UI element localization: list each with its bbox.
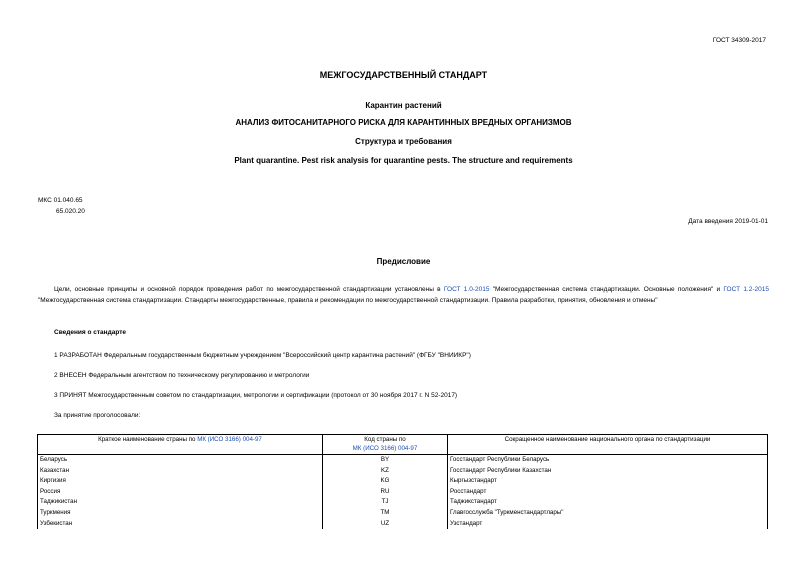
- cell-body: Росстандарт: [448, 487, 768, 498]
- gost-1-2-link[interactable]: ГОСТ 1.2-2015: [723, 286, 769, 293]
- col-code-header-link[interactable]: МК (ИСО 3166) 004-97: [352, 445, 418, 452]
- table-header-row: [38, 435, 768, 455]
- cell-body: Госстандарт Республики Казахстан: [448, 466, 768, 477]
- cell-code: BY: [323, 455, 448, 466]
- cell-code: UZ: [323, 519, 448, 530]
- table-row: [38, 466, 768, 477]
- cell-body: Главгосслужба "Туркменстандартлары": [448, 508, 768, 519]
- gost-1-0-link[interactable]: ГОСТ 1.0-2015: [443, 286, 490, 293]
- mks-code-1: МКС 01.040.65: [38, 197, 83, 204]
- voted-label: За принятие проголосовали:: [54, 412, 141, 419]
- table-row: [38, 455, 768, 466]
- cell-country: Киргизия: [38, 476, 323, 487]
- table-row: [38, 508, 768, 519]
- document-number: ГОСТ 34309-2017: [712, 37, 766, 44]
- subject-title: Карантин растений: [365, 101, 442, 110]
- col-country-header-text: Краткое наименование страны по: [98, 436, 196, 443]
- cell-country: Туркмения: [38, 508, 323, 519]
- main-title: АНАЛИЗ ФИТОСАНИТАРНОГО РИСКА ДЛЯ КАРАНТИННЫХ ВРЕДНЫХ ОРГАНИЗМОВ: [235, 118, 572, 127]
- foreword-heading: Предисловие: [376, 257, 431, 266]
- info-item-2: 2 ВНЕСЕН Федеральным агентством по техническому регулированию и метрологии: [54, 372, 310, 379]
- subtitle: Структура и требования: [355, 137, 452, 146]
- cell-country: Беларусь: [38, 455, 323, 466]
- foreword-text-3: "Межгосударственная система стандартизации. Стандарты межгосударственные, правила и рекомендации по межгосударственной стандартизации. Правила разработки, принятия, обновления и отмены": [38, 296, 658, 304]
- info-heading: Сведения о стандарте: [54, 329, 127, 336]
- foreword-paragraph: [38, 285, 769, 306]
- foreword-text-1: Цели, основные принципы и основной порядок проведения работ по межгосударственной стандартизации установлены в: [54, 286, 441, 293]
- table-row: [38, 497, 768, 508]
- table-row: [38, 476, 768, 487]
- cell-country: Россия: [38, 487, 323, 498]
- cell-code: TJ: [323, 497, 448, 508]
- cell-code: KG: [323, 476, 448, 487]
- approvals-table: [37, 434, 768, 529]
- introduction-date: Дата введения 2019-01-01: [688, 218, 768, 225]
- cell-country: Казахстан: [38, 466, 323, 477]
- foreword-text-2: "Межгосударственная система стандартизации. Основные положения" и: [492, 286, 721, 293]
- info-item-1: 1 РАЗРАБОТАН Федеральным государственным бюджетным учреждением "Всероссийский центр карантина растений" (ФГБУ "ВНИИКР"): [54, 352, 471, 359]
- col-country-header: [38, 435, 323, 455]
- cell-body: Таджикстандарт: [448, 497, 768, 508]
- cell-code: TM: [323, 508, 448, 519]
- col-body-header: Сокращенное наименование национального органа по стандартизации: [448, 435, 768, 455]
- info-item-3: 3 ПРИНЯТ Межгосударственным советом по стандартизации, метрологии и сертификации (протокол от 30 ноября 2017 г. N 52-2017): [54, 392, 458, 399]
- english-title: Plant quarantine. Pest risk analysis for quarantine pests. The structure and requirements: [234, 156, 573, 165]
- col-country-header-link[interactable]: МК (ИСО 3166) 004-97: [197, 436, 262, 443]
- mks-code-2: 65.020.20: [56, 208, 85, 215]
- cell-country: Узбекистан: [38, 519, 323, 530]
- cell-country: Таджикистан: [38, 497, 323, 508]
- cell-body: Госстандарт Республики Беларусь: [448, 455, 768, 466]
- cell-body: Узстандарт: [448, 519, 768, 530]
- col-code-header: [323, 435, 448, 455]
- table-row: [38, 519, 768, 530]
- cell-code: RU: [323, 487, 448, 498]
- table-row: [38, 487, 768, 498]
- cell-code: KZ: [323, 466, 448, 477]
- standard-type: МЕЖГОСУДАРСТВЕННЫЙ СТАНДАРТ: [319, 70, 488, 80]
- cell-body: Кыргызстандарт: [448, 476, 768, 487]
- col-code-header-text: Код страны по: [364, 436, 406, 443]
